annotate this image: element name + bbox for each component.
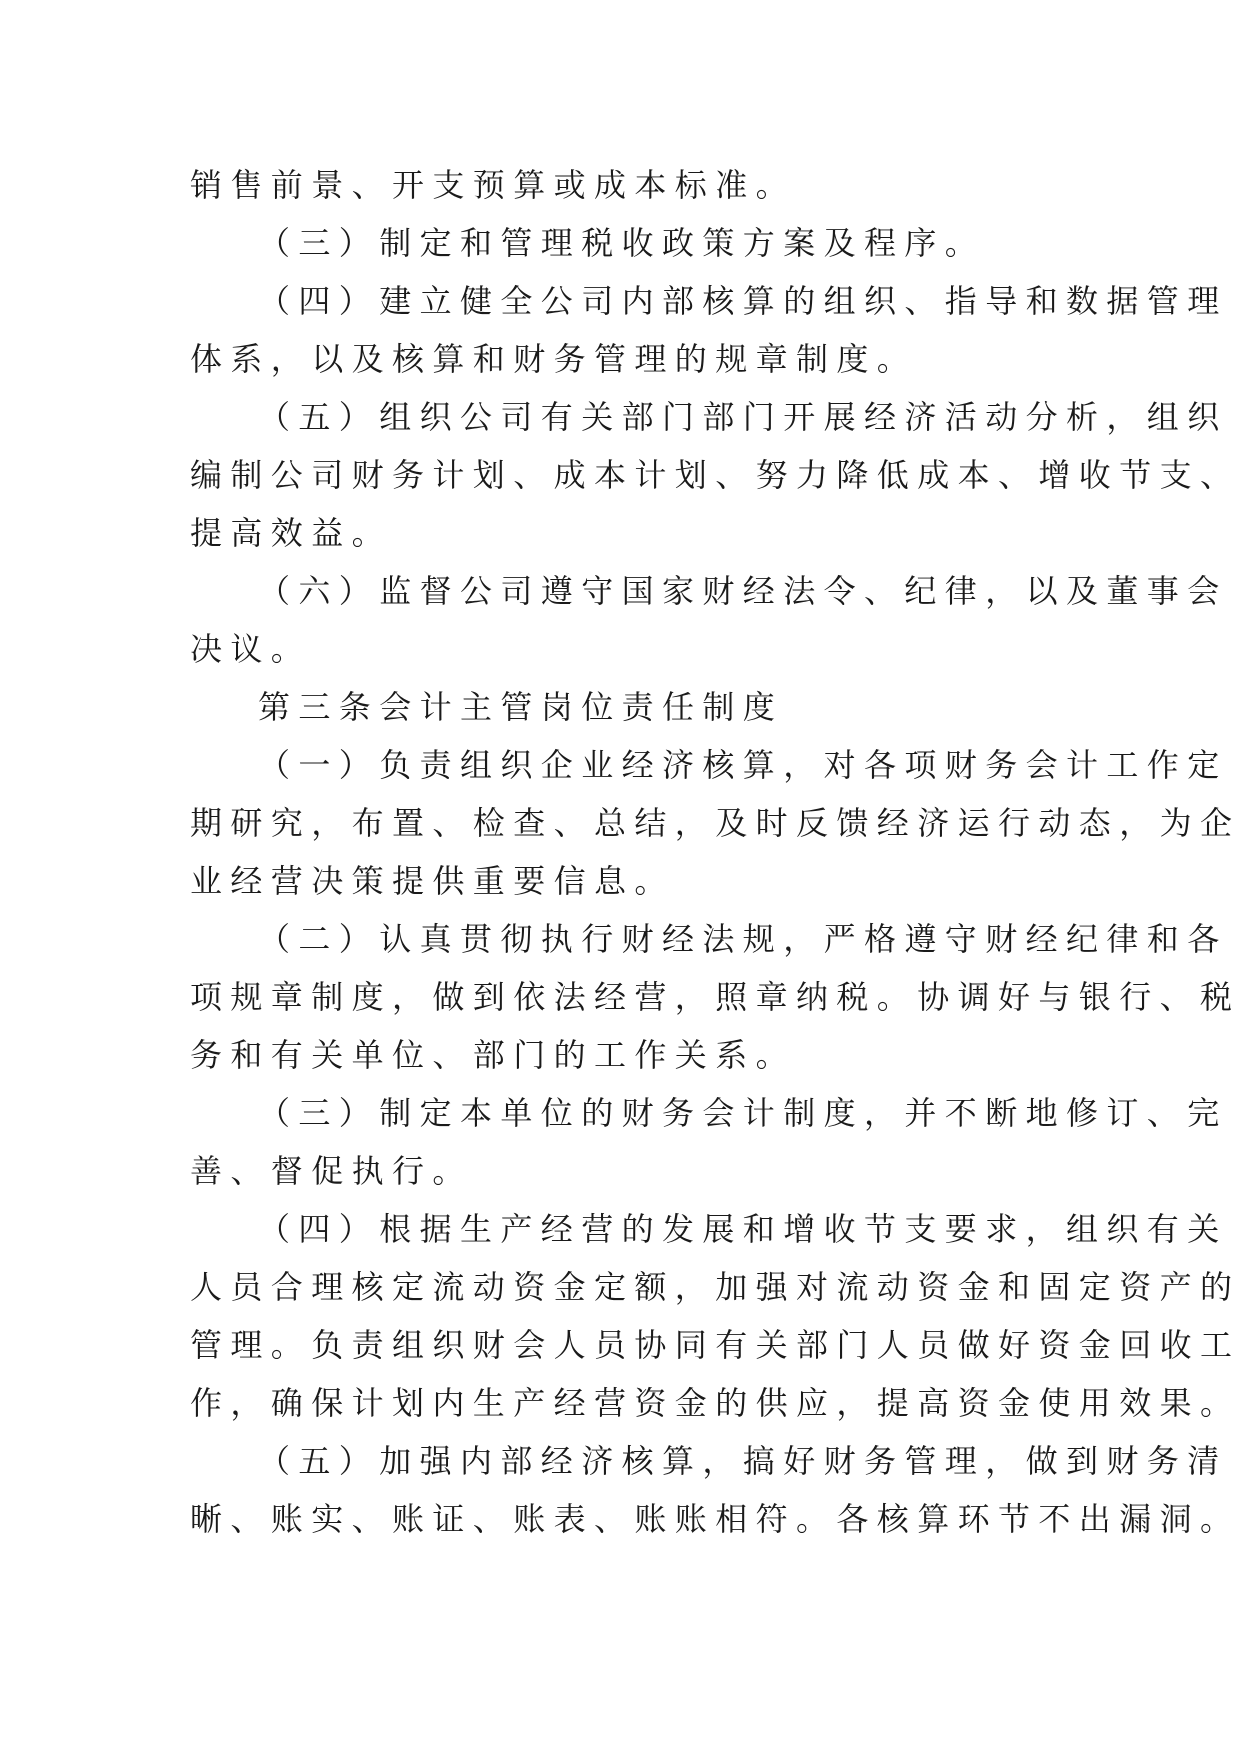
- text-line: 管理。负责组织财会人员协同有关部门人员做好资金回收工: [190, 1326, 1241, 1364]
- text-line: 业经营决策提供重要信息。: [190, 862, 675, 900]
- text-line: （五）加强内部经济核算，搞好财务管理，做到财务清: [258, 1442, 1228, 1480]
- text-line: （六）监督公司遵守国家财经法令、纪律，以及董事会: [258, 572, 1228, 610]
- section-heading: 第三条会计主管岗位责任制度: [258, 688, 784, 726]
- text-line: （四）建立健全公司内部核算的组织、指导和数据管理: [258, 282, 1228, 320]
- text-line: 决议。: [190, 630, 312, 668]
- text-line: （三）制定和管理税收政策方案及程序。: [258, 224, 986, 262]
- text-line: （五）组织公司有关部门部门开展经济活动分析，组织: [258, 398, 1228, 436]
- text-line: 项规章制度，做到依法经营，照章纳税。协调好与银行、税: [190, 978, 1241, 1016]
- text-line: 务和有关单位、部门的工作关系。: [190, 1036, 797, 1074]
- text-line: （三）制定本单位的财务会计制度，并不断地修订、完: [258, 1094, 1228, 1132]
- text-line: 提高效益。: [190, 514, 393, 552]
- text-line: 体系，以及核算和财务管理的规章制度。: [190, 340, 918, 378]
- text-line: 善、督促执行。: [190, 1152, 473, 1190]
- text-line: （一）负责组织企业经济核算，对各项财务会计工作定: [258, 746, 1228, 784]
- text-line: 编制公司财务计划、成本计划、努力降低成本、增收节支、: [190, 456, 1241, 494]
- text-line: （二）认真贯彻执行财经法规，严格遵守财经纪律和各: [258, 920, 1228, 958]
- text-line: 期研究，布置、检查、总结，及时反馈经济运行动态，为企: [190, 804, 1241, 842]
- text-line: 晰、账实、账证、账表、账账相符。各核算环节不出漏洞。: [190, 1500, 1241, 1538]
- text-line: （四）根据生产经营的发展和增收节支要求，组织有关: [258, 1210, 1228, 1248]
- text-line: 作，确保计划内生产经营资金的供应，提高资金使用效果。: [190, 1384, 1241, 1422]
- text-line: 人员合理核定流动资金定额，加强对流动资金和固定资产的: [190, 1268, 1241, 1306]
- text-line: 销售前景、开支预算或成本标准。: [190, 166, 797, 204]
